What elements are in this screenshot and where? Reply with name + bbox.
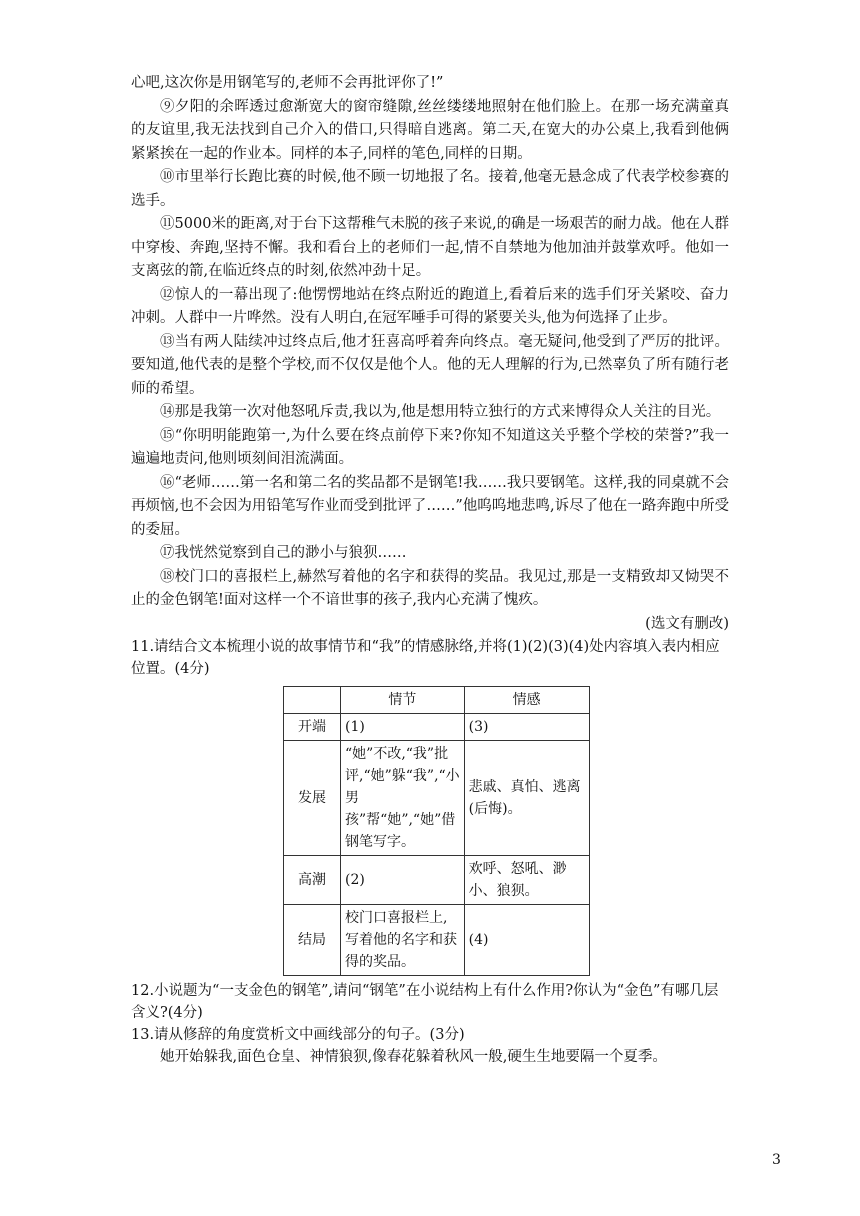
row-stage: 发展 [284, 741, 341, 856]
paragraph-16: ⑯“老师……第一名和第二名的奖品都不是钢笔!我……我只要钢笔。这样,我的同桌就不会再烦恼,也不会因为用铅笔写作业而受到批评了……”他呜呜地悲鸣,诉尽了他在一路奔跑中所受的委屈。 [131, 474, 729, 538]
paragraph-18: ⑱校门口的喜报栏上,赫然写着他的名字和获得的奖品。我见过,那是一支精致却又恸哭不止的金色钢笔!面对这样一个不谙世事的孩子,我内心充满了愧疚。 [131, 568, 729, 608]
row-plot: (2) [341, 856, 465, 905]
source-note: (选文有删改) [645, 615, 729, 632]
question-13: 13.请从修辞的角度赏析文中画线部分的句子。(3分) [131, 1027, 465, 1043]
paragraph-13: ⑬当有两人陆续冲过终点后,他才狂喜高呼着奔向终点。毫无疑问,他受到了严厉的批评。要知道,他代表的是整个学校,而不仅仅是他个人。他的无人理解的行为,已然辜负了所有随行老师的希望。 [131, 333, 729, 397]
plot-emotion-table [283, 686, 590, 976]
row-emotion: 悲戚、真怕、逃离(后悔)。 [464, 741, 589, 856]
table-row [284, 856, 590, 905]
paragraph-9: ⑨夕阳的余晖透过愈渐宽大的窗帘缝隙,丝丝缕缕地照射在他们脸上。在那一场充满童真的友谊里,我无法找到自己介入的借口,只得暗自逃离。第二天,在宽大的办公桌上,我看到他俩紧紧挨在一起的作业本。同样的本子,同样的笔色,同样的日期。 [131, 98, 729, 162]
question-11: 11.请结合文本梳理小说的故事情节和“我”的情感脉络,并将(1)(2)(3)(4)处内容填入表内相应位置。(4分) [131, 639, 720, 677]
row-plot: “她”不改,“我”批评,“她”躲“我”,“小男孩”帮“她”,“她”借钢笔写字。 [341, 741, 465, 856]
row-stage: 结局 [284, 905, 341, 976]
table-header-plot: 情节 [341, 687, 465, 714]
content-area [131, 72, 729, 1068]
row-plot: (1) [341, 714, 465, 741]
paragraph-10: ⑩市里举行长跑比赛的时候,他不顾一切地报了名。接着,他毫无悬念成了代表学校参赛的选手。 [131, 169, 729, 209]
table-header-row [284, 687, 590, 714]
paragraph-8-tail: 心吧,这次你是用钢笔写的,老师不会再批评你了!” [131, 75, 444, 91]
row-emotion: (4) [464, 905, 589, 976]
paragraph-12: ⑫惊人的一幕出现了:他愣愣地站在终点附近的跑道上,看着后来的选手们牙关紧咬、奋力冲刺。人群中一片哗然。没有人明白,在冠军唾手可得的紧要关头,他为何选择了止步。 [131, 286, 729, 326]
table-row [284, 741, 590, 856]
table-row [284, 714, 590, 741]
paragraph-11: ⑪5000米的距离,对于台下这帮稚气未脱的孩子来说,的确是一场艰苦的耐力战。他在人群中穿梭、奔跑,坚持不懈。我和看台上的老师们一起,情不自禁地为他加油并鼓掌欢呼。他如一支离弦的箭,在临近终点的时刻,依然冲劲十足。 [131, 216, 729, 279]
row-stage: 开端 [284, 714, 341, 741]
question-12: 12.小说题为“一支金色的钢笔”,请问“钢笔”在小说结构上有什么作用?你认为“金色”有哪几层含义?(4分) [131, 983, 719, 1021]
table-header-emotion: 情感 [464, 687, 589, 714]
question-13-quote: 她开始躲我,面色仓皇、神情狼狈,像春花躲着秋风一般,硬生生地要隔一个夏季。 [160, 1049, 667, 1065]
paragraph-17: ⑰我恍然觉察到自己的渺小与狼狈…… [160, 545, 407, 561]
paragraph-14: ⑭那是我第一次对他怒吼斥责,我以为,他是想用特立独行的方式来博得众人关注的目光。 [160, 404, 721, 420]
table-header-blank [284, 687, 341, 714]
row-emotion: 欢呼、怒吼、渺小、狼狈。 [464, 856, 589, 905]
paragraph-15: ⑮“你明明能跑第一,为什么要在终点前停下来?你知不知道这关乎整个学校的荣誉?”我一遍遍地责问,他则顷刻间泪流满面。 [131, 427, 729, 467]
row-emotion: (3) [464, 714, 589, 741]
table-row [284, 905, 590, 976]
row-plot: 校门口喜报栏上,写着他的名字和获得的奖品。 [341, 905, 465, 976]
page-number: 3 [772, 1152, 781, 1168]
row-stage: 高潮 [284, 856, 341, 905]
